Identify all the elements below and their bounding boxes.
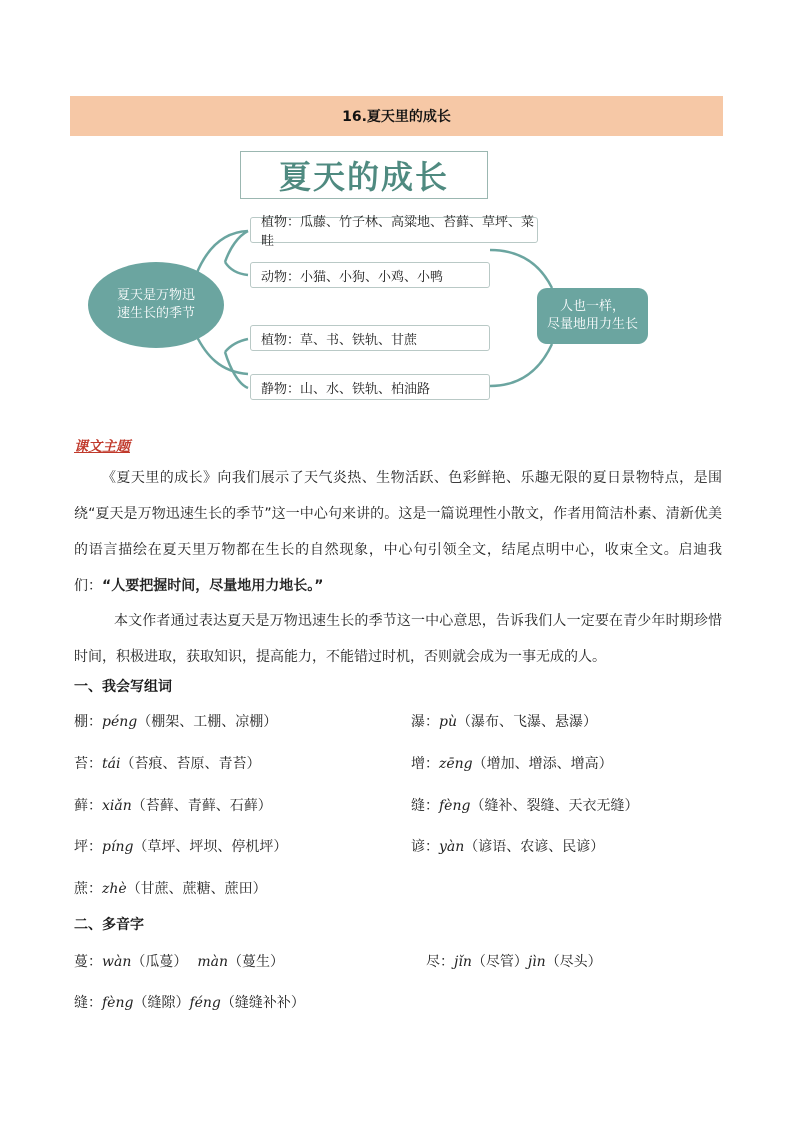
vocab-pinyin: zēng [439,756,473,772]
polyphone-word-1: （缝隙） [133,995,190,1011]
mindmap-center-line2: 速生长的季节 [116,306,195,321]
vocab-pinyin: péng [102,714,138,730]
vocab-char: 棚： [74,714,102,730]
connector-lower-split [225,339,248,352]
polyphone-pinyin-2: màn [197,954,228,970]
vocab-char: 缝： [411,798,439,814]
mindmap-center-line1: 夏天是万物迅 [116,288,195,303]
vocab-char: 坪： [74,839,102,855]
polyphone-item [74,992,305,1012]
mindmap-branch-plants: 植物：瓜藤、竹子林、高粱地、苔藓、草坪、菜畦 [250,217,538,243]
theme-paragraph-1-text: 《夏天里的成长》向我们展示了天气炎热、生物活跃、色彩鲜艳、乐趣无限的夏日景物特点，是围绕“夏天是万物迅速生长的季节”这一中心句来讲的。这是一篇说理性小散文，作者用简洁朴素、清新优美的语言描绘在夏天里万物都在生长的自然现象，中心句引领全文，结尾点明中心，收束全文。启迪我们： [74,470,722,594]
polyphone-char: 蔓： [74,954,102,970]
mindmap-title-box [240,151,488,199]
connector-lower-still [225,352,248,388]
vocab-pinyin: pù [439,714,457,730]
mindmap-right-node [537,288,648,344]
vocab-pinyin: yàn [439,839,465,855]
vocab-pinyin: fèng [439,798,471,814]
theme-paragraph-1 [74,460,722,604]
mindmap-branch-plants-2: 植物：草、书、铁轨、甘蔗 [250,325,490,351]
vocab-pinyin: zhè [102,881,127,897]
polyphone-word-1: （尽管） [471,954,528,970]
polyphone-char: 尽： [426,954,454,970]
vocab-words: （苔痕、苔原、青苔） [120,756,261,772]
connector-right-top [490,250,552,288]
polyphone-pinyin-1: jǐn [454,954,472,970]
vocab-words: （甘蔗、蔗糖、蔗田） [126,881,267,897]
mindmap-center-node [88,262,224,348]
vocab-char: 瀑： [411,714,439,730]
vocab-item [411,836,604,856]
polyphone-item [426,951,602,971]
polyphone-pinyin-1: wàn [102,954,132,970]
polyphone-word-2: （缝缝补补） [220,995,305,1011]
polyphone-char: 缝： [74,995,102,1011]
polyphone-word-1: （瓜蔓） [131,954,188,970]
page-title-bar [70,96,723,136]
vocab-words: （增加、增添、增高） [472,756,613,772]
theme-paragraph-1-emphasis: “人要把握时间，尽量地用力地长。” [102,578,324,594]
vocab-words: （谚语、农谚、民谚） [464,839,605,855]
theme-paragraph-2: 本文作者通过表达夏天是万物迅速生长的季节这一中心意思，告诉我们人一定要在青少年时期珍惜时间，积极进取，获取知识，提高能力，不能错过时机，否则就会成为一事无成的人。 [74,613,722,665]
mindmap-branch-still: 静物：山、水、铁轨、柏油路 [250,374,490,400]
vocab-item [74,836,287,856]
vocab-char: 藓： [74,798,102,814]
mindmap-title: 夏天的成长 [278,158,449,196]
vocab-pinyin: tái [102,756,121,772]
vocab-words: （棚架、工棚、凉棚） [137,714,278,730]
vocab-item [411,711,597,731]
connector-upper-animal [225,262,248,275]
connector-center-upper [196,231,248,275]
connector-right-bottom [490,344,552,386]
vocab-words: （草坪、坪坝、停机坪） [133,839,288,855]
polyphone-pinyin-2: jìn [527,954,546,970]
connector-upper-split [225,231,248,262]
vocab-char: 谚： [411,839,439,855]
vocab-char: 增： [411,756,439,772]
vocab-item [411,795,638,815]
section-2-heading: 二、多音字 [74,917,144,933]
vocab-item [411,753,613,773]
page-title: 16.夏天里的成长 [342,109,451,125]
vocab-pinyin: píng [102,839,134,855]
vocab-char: 蔗： [74,881,102,897]
vocab-item [74,753,260,773]
section-1-heading: 一、我会写组词 [74,679,172,695]
mindmap-right-line1: 人也一样， [559,299,625,314]
vocab-words: （苔藓、青藓、石藓） [131,798,272,814]
vocab-pinyin: xiǎn [102,798,132,814]
polyphone-item [74,951,284,971]
vocab-words: （缝补、裂缝、天衣无缝） [470,798,639,814]
polyphone-word-2: （尽头） [545,954,602,970]
theme-heading: 课文主题 [74,439,130,455]
connector-center-lower [196,335,248,374]
polyphone-pinyin-1: fèng [102,995,134,1011]
vocab-item [74,795,272,815]
mindmap-branch-animals: 动物：小猫、小狗、小鸡、小鸭 [250,262,490,288]
vocab-item [74,711,277,731]
mindmap-right-line2: 尽量地用力生长 [546,317,638,332]
vocab-item [74,878,267,898]
vocab-char: 苔： [74,756,102,772]
vocab-words: （瀑布、飞瀑、悬瀑） [456,714,597,730]
polyphone-word-2: （蔓生） [228,954,284,970]
polyphone-pinyin-2: féng [189,995,221,1011]
